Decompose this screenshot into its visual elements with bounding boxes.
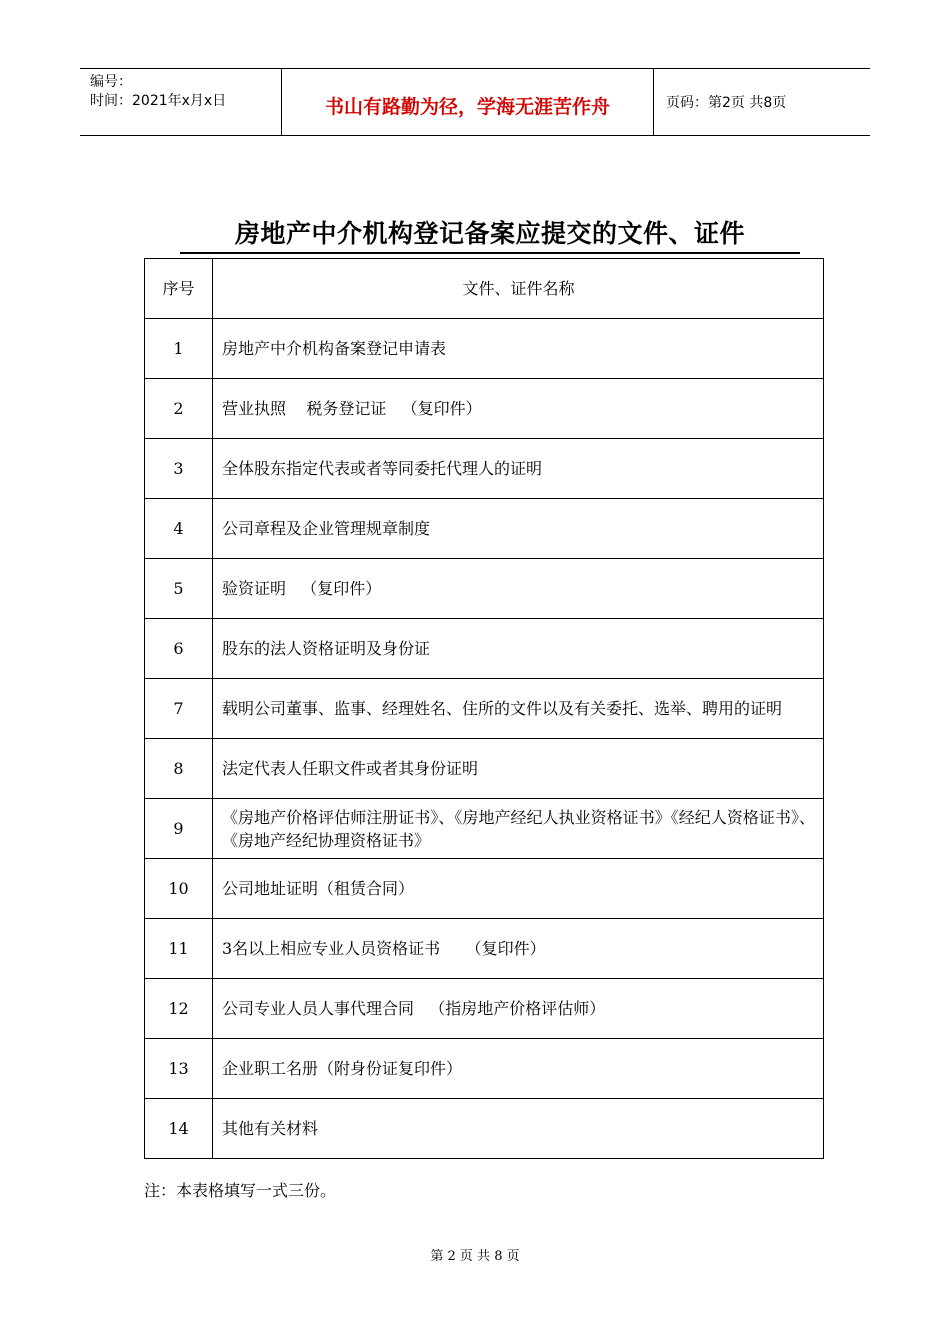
row-document-name: 3名以上相应专业人员资格证书 （复印件） [213,919,824,979]
header-page-info: 页码：第2页 共8页 [666,95,787,111]
table-row [145,559,824,619]
page-header [80,68,870,136]
table-row [145,379,824,439]
table-row [145,799,824,859]
row-number: 10 [145,859,213,919]
page-footer: 第 2 页 共 8 页 [430,1249,520,1264]
row-number: 12 [145,979,213,1039]
row-number: 11 [145,919,213,979]
row-document-name: 《房地产价格评估师注册证书》、《房地产经纪人执业资格证书》《经纪人资格证书》、《房地产经纪协理资格证书》 [213,799,824,859]
document-title: 房地产中介机构登记备案应提交的文件、证件 [180,216,800,254]
table-row [145,1039,824,1099]
row-number: 9 [145,799,213,859]
document-number-label: 编号： [90,74,132,90]
row-document-name: 全体股东指定代表或者等同委托代理人的证明 [213,439,824,499]
table-row [145,439,824,499]
table-row [145,619,824,679]
documents-table [144,258,824,1159]
row-document-name: 营业执照 税务登记证 （复印件） [213,379,824,439]
row-document-name: 公司地址证明（租赁合同） [213,859,824,919]
row-number: 6 [145,619,213,679]
table-row [145,319,824,379]
row-number: 13 [145,1039,213,1099]
table-row [145,919,824,979]
row-document-name: 法定代表人任职文件或者其身份证明 [213,739,824,799]
table-row [145,979,824,1039]
row-document-name: 验资证明 （复印件） [213,559,824,619]
row-document-name: 股东的法人资格证明及身份证 [213,619,824,679]
row-document-name: 其他有关材料 [213,1099,824,1159]
table-row [145,859,824,919]
header-cell-number: 序号 [145,259,213,319]
table-row [145,499,824,559]
row-number: 5 [145,559,213,619]
table-note: 注：本表格填写一式三份。 [144,1181,337,1200]
header-motto: 书山有路勤为径，学海无涯苦作舟 [282,69,654,135]
row-number: 1 [145,319,213,379]
row-document-name: 公司专业人员人事代理合同 （指房地产价格评估师） [213,979,824,1039]
header-meta [80,69,282,135]
document-time-label: 时间：2021年x月x日 [90,93,227,109]
row-number: 4 [145,499,213,559]
header-cell-name: 文件、证件名称 [213,259,824,319]
table-row [145,679,824,739]
row-number: 8 [145,739,213,799]
row-number: 14 [145,1099,213,1159]
row-document-name: 载明公司董事、监事、经理姓名、住所的文件以及有关委托、选举、聘用的证明 [213,679,824,739]
table-header-row [145,259,824,319]
row-number: 3 [145,439,213,499]
row-number: 2 [145,379,213,439]
row-document-name: 房地产中介机构备案登记申请表 [213,319,824,379]
table-row [145,739,824,799]
row-number: 7 [145,679,213,739]
row-document-name: 公司章程及企业管理规章制度 [213,499,824,559]
row-document-name: 企业职工名册（附身份证复印件） [213,1039,824,1099]
table-row [145,1099,824,1159]
